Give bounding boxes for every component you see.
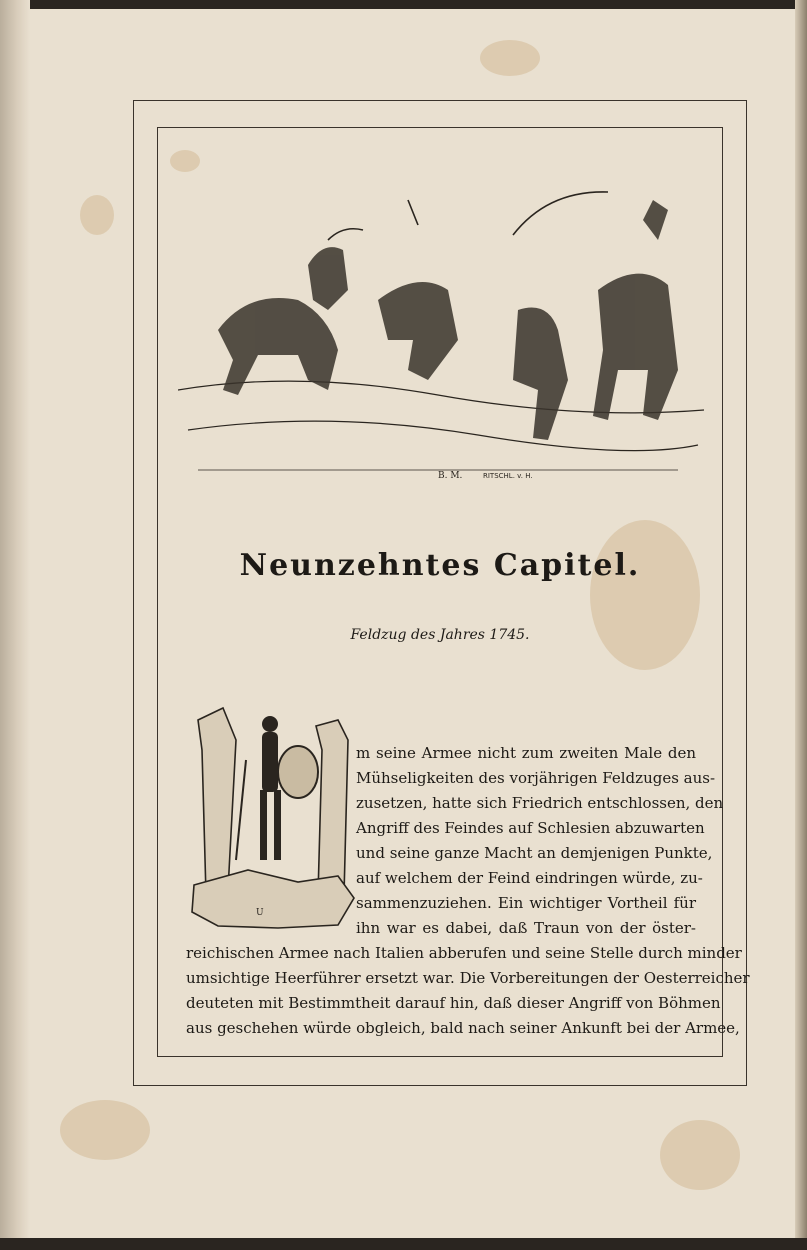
cavalry-battle-illustration xyxy=(178,180,704,482)
chapter-subtitle: Feldzug des Jahres 1745. xyxy=(350,627,530,643)
foxing-stain xyxy=(480,40,540,76)
body-line-9: reichischen Armee nach Italien abberufen und seine Stelle durch minder xyxy=(186,944,742,962)
body-line-6: auf welchem der Feind eindringen würde, zu- xyxy=(356,869,703,887)
illustration-signature-engraver: RITSCHL. v. H. xyxy=(483,472,533,480)
body-line-12: aus geschehen würde obgleich, bald nach seiner Ankunft bei der Armee, xyxy=(186,1019,740,1037)
body-line-5: und seine ganze Macht an demjenigen Punkte, xyxy=(356,844,713,862)
foxing-stain xyxy=(80,195,114,235)
foxing-stain xyxy=(660,1120,740,1190)
chapter-title: Neunzehntes Capitel. xyxy=(239,548,641,583)
body-line-2: Mühseligkeiten des vorjährigen Feldzuges aus- xyxy=(356,769,716,787)
body-line-4: Angriff des Feindes auf Schlesien abzuwarten xyxy=(356,819,705,837)
body-line-8: ihn war es dabei, daß Traun von der öster- xyxy=(356,919,696,937)
body-line-11: deuteten mit Bestimmtheit darauf hin, daß dieser Angriff von Böhmen xyxy=(186,994,721,1012)
initial-letter-label: U xyxy=(256,908,264,918)
illustration-signature-bm: B. M. xyxy=(438,471,463,481)
page-right-edge xyxy=(795,0,807,1250)
decorated-initial-u xyxy=(188,700,356,932)
body-line-7: sammenzuziehen. Ein wichtiger Vortheil für xyxy=(356,894,696,912)
body-line-1: m seine Armee nicht zum zweiten Male den xyxy=(356,744,696,762)
foxing-stain xyxy=(60,1100,150,1160)
bottom-edge xyxy=(0,1238,807,1250)
book-spine-shadow xyxy=(0,0,30,1250)
body-line-10: umsichtige Heerführer ersetzt war. Die Vorbereitungen der Oesterreicher xyxy=(186,969,750,987)
top-edge xyxy=(0,0,807,9)
body-line-3: zusetzen, hatte sich Friedrich entschlossen, den xyxy=(356,794,724,812)
